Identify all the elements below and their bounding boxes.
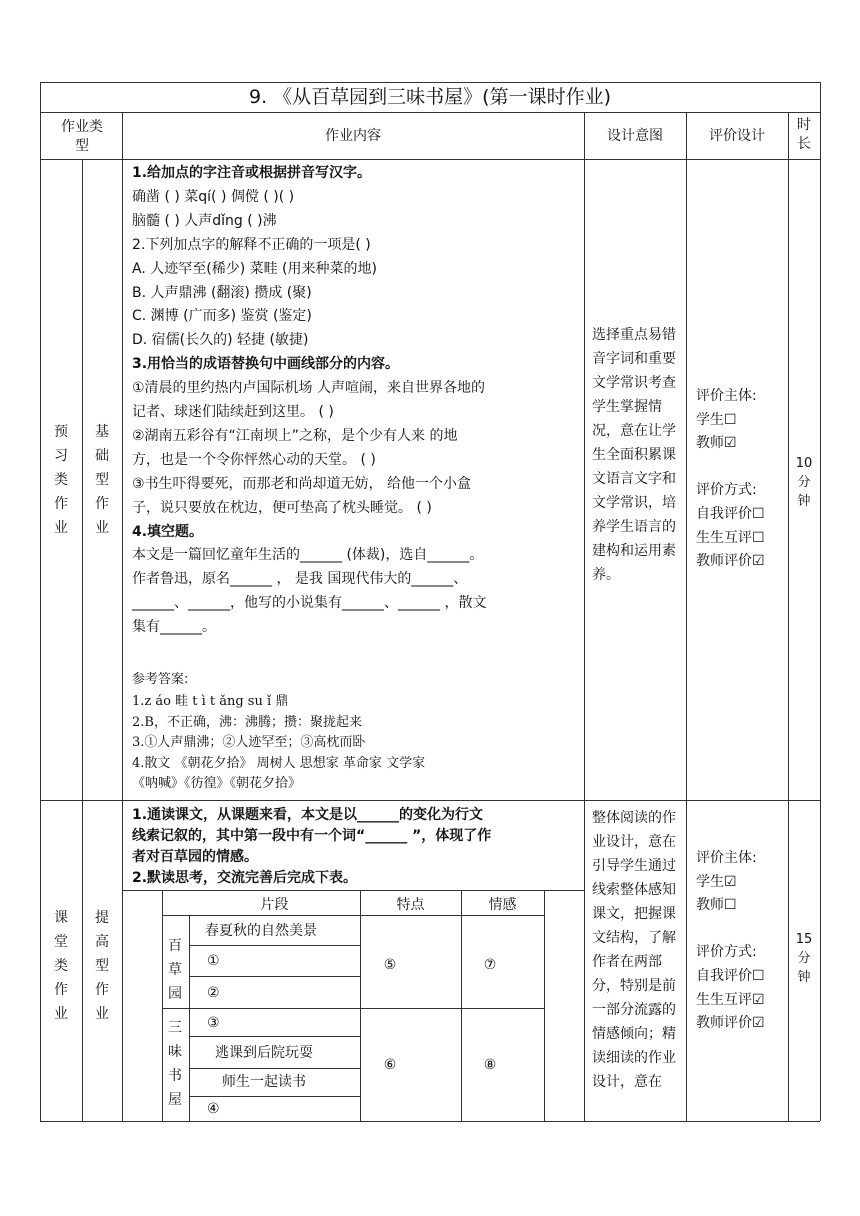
content-line: 2.默读思考，交流完善后完成下表。 [132,870,358,886]
inner-table-line [544,890,545,1121]
answers-title: 参考答案: [132,672,189,687]
duration-text: 钟 [797,970,811,985]
inner-table-line [189,1096,360,1097]
content-line: 子，说只要放在枕边，便可垫高了枕头睡觉。 ( ) [132,499,432,516]
segment-cell: ① [207,953,220,969]
content-line: 1.给加点的字注音或根据拼音写汉字。 [132,165,372,181]
row1-subtype: 基础型作业 [95,424,109,536]
table-border-right [820,82,821,1121]
table-line [584,112,585,1121]
eval-line: 生生互评☑ [696,991,765,1008]
answer-line: 《呐喊》《彷徨》《朝花夕拾》 [132,776,302,791]
content-line: 本文是一篇回忆童年生活的______ (体裁)，选自______。 [132,547,484,564]
eval-line: 自我评价☐ [696,968,765,984]
emotion-cell: ⑦ [483,957,497,973]
answer-line: 4.散文 《朝花夕拾》 周树人 思想家 革命家 文学家 [132,755,426,771]
table-line [40,112,820,113]
table-line [122,112,123,1121]
content-line: ②湖南五彩谷有“江南坝上”之称，是个少有人来 的地 [132,427,458,444]
inner-table-line [162,1008,544,1009]
content-line: 者对百草园的情感。 [132,849,258,865]
row1-intent: 选择重点易错音字词和重要文学常识考查学生掌握情况，意在让学生全面积累课文语言文字和文学常识，培养学生语言的建构和运用素养。 [592,327,676,583]
eval-line: 教师☐ [696,897,737,914]
content-line: C. 渊博 (广而多) 鉴赏 (鉴定) [132,308,312,325]
row2-category: 课堂类作业 [54,910,68,1022]
content-line: 记者、球迷们陆续赶到这里。 ( ) [132,404,334,420]
eval-line: 教师评价☑ [696,553,765,570]
duration-text: 分 [797,475,811,490]
duration-text: 15 [795,932,813,947]
table-line [40,800,820,801]
content-line: B. 人声鼎沸 (翻滚) 攒成 (聚) [132,284,312,301]
eval-line: 学生☐ [696,411,737,428]
eval-line: 自我评价☐ [696,506,765,522]
segment-cell: 师生一起读书 [222,1074,306,1090]
eval-line: 生生互评☐ [696,529,765,546]
content-line: 脑髓 ( ) 人声dǐng ( )沸 [132,212,277,229]
table-line [686,112,687,1121]
inner-table-line [162,915,544,916]
content-line: ①清晨的里约热内卢国际机场 人声喧闹，来自世界各地的 [132,380,485,397]
eval-line: 评价方式: [696,944,757,961]
header-duration: 时长 [797,117,811,152]
feature-cell: ⑤ [383,957,397,973]
duration-text: 钟 [797,494,811,509]
eval-line: 学生☑ [696,873,737,890]
content-line: 作者鲁迅，原名______ ， 是我 国现代伟大的______、 [132,571,468,588]
segment-cell: ③ [207,1015,220,1031]
page-title: 9. 《从百草园到三味书屋》(第一课时作业) [249,86,611,108]
inner-table-line [189,945,360,946]
row2-subtype: 提高型作业 [95,910,109,1022]
segment-cell: 春夏秋的自然美景 [205,923,317,939]
content-line: 确凿 ( ) 菜qí( ) 倜傥 ( )( ) [132,188,295,205]
eval-line: 教师评价☑ [696,1015,765,1032]
inner-table-line [162,890,163,1121]
content-line: ③书生吓得要死，而那老和尚却道无妨， 给他一个小盒 [132,475,471,492]
segment-cell: ④ [207,1101,220,1117]
content-line: 集有______。 [132,619,216,636]
duration-text: 10 [795,456,813,471]
inner-header-segment: 片段 [260,897,289,913]
inner-table-line [189,915,190,1121]
segment-cell: 逃课到后院玩耍 [215,1045,313,1061]
eval-line: 评价主体: [696,388,757,404]
row1-category: 预习类作业 [54,424,68,536]
inner-table-line [162,1121,544,1122]
inner-table-line [189,1036,360,1037]
table-border-top [40,82,820,83]
header-content: 作业内容 [325,128,381,144]
header-type: 作业类型 [61,119,103,154]
table-border-left [40,82,41,1121]
header-evaluation: 评价设计 [709,128,765,144]
answer-line: 1.z áo 畦 t ì t ǎng su ǐ 鼎 [132,694,289,709]
eval-line: 教师☑ [696,435,737,452]
content-line: 线索记叙的，其中第一段中有一个词“______ ”，体现了作 [132,828,492,844]
content-line: 3.用恰当的成语替换句中画线部分的内容。 [132,356,400,373]
inner-table-line [122,890,584,891]
table-line [82,159,83,1121]
content-line: 2.下列加点字的解释不正确的一项是( ) [132,236,371,253]
header-intent: 设计意图 [607,128,663,144]
content-line: ______、______，他写的小说集有______、______ ，散文 [132,595,487,612]
content-line: 方，也是一个令你怦然心动的天堂。 ( ) [132,451,376,468]
inner-header-feature: 特点 [396,897,425,913]
eval-line: 评价方式: [696,482,757,499]
inner-table-line [189,1068,360,1069]
row2-intent: 整体阅读的作业设计，意在引导学生通过线索整体感知课文，把握课文结构，了解作者在两部分，特别是前一部分流露的情感倾向；精读细读的作业设计，意在 [592,810,676,1090]
duration-text: 分 [797,951,811,966]
answer-line: 3.①人声鼎沸；②人迹罕至；③高枕而卧 [132,735,366,750]
group-baicaoyuan: 百草园 [168,938,182,1002]
content-line: A. 人迹罕至(稀少) 菜畦 (用来种菜的地) [132,260,377,277]
content-line: 4.填空题。 [132,523,204,540]
inner-table-line [360,890,361,1121]
content-line: 1.通读课文，从课题来看，本文是以______的变化为行文 [132,807,484,823]
segment-cell: ② [207,985,220,1001]
content-line: D. 宿儒(长久的) 轻捷 (敏捷) [132,332,309,349]
eval-line: 评价主体: [696,850,757,866]
answer-line: 2.B，不正确，沸：沸腾；攒：聚拢起来 [132,714,362,730]
group-sanweishuwu: 三味书屋 [168,1020,182,1108]
inner-header-emotion: 情感 [488,897,517,913]
inner-table-line [189,976,360,977]
emotion-cell: ⑧ [483,1057,497,1073]
feature-cell: ⑥ [383,1057,397,1073]
inner-table-line [461,890,462,1121]
table-line [40,159,820,160]
